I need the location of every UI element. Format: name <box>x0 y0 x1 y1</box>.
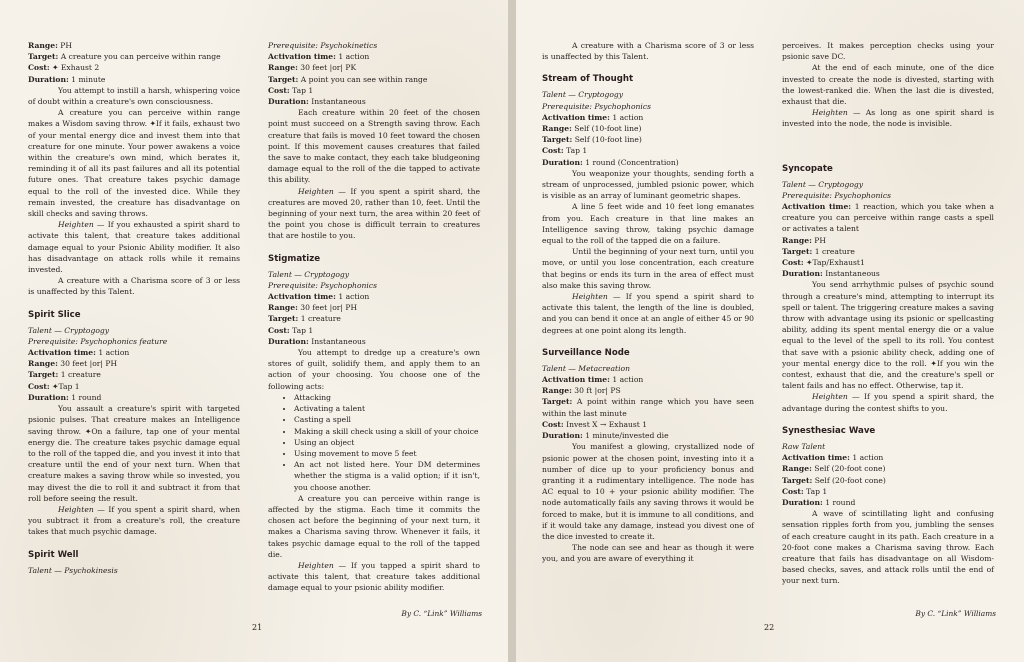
stat-line <box>268 51 480 62</box>
section-title-synesthesiac-wave: Synesthesiac Wave <box>782 425 876 436</box>
heighten-text: — If you exhausted a spirit shard to activate this talent, that creature takes additional damage equal to your Psionic Ability modifier. It also has disadvantage on attack rolls while it remains invested. <box>28 220 240 275</box>
stat-value: 1 minute <box>68 74 106 84</box>
stat-value: Tap 1 <box>803 486 828 496</box>
stat-value: Self (10-foot line) <box>571 124 642 134</box>
stat-label: Range: <box>268 303 298 313</box>
paragraph: A line 5 feet wide and 10 feet long emanates from you. Each creature in that line makes an Intelligence saving throw, taking psychic damage equal to the roll of the tapped die on a failure. <box>542 202 754 246</box>
stat-value: 1 action <box>609 375 644 385</box>
stat-value: 1 action <box>335 292 370 302</box>
stat-value: PH <box>57 41 73 50</box>
paragraph: You attempt to instill a harsh, whispering voice of doubt within a creature's own consciousness. <box>28 85 240 107</box>
paragraph: Each creature within 20 feet of the chosen point must succeed on a Strength saving throw. Each creature that fails is moved 10 feet toward the chosen point. If this movement causes creatures that failed the save to make contact, they each take bludgeoning damage equal to the roll of the die tapped to activate this ability. <box>268 108 480 185</box>
stat-value: ✦ Exhaust 2 <box>49 63 100 73</box>
list-item: • Activating a talent <box>294 403 480 414</box>
stat-line <box>28 369 240 380</box>
talent-line: Talent — Psychokinesis <box>28 565 118 575</box>
paragraph: You assault a creature's spirit with targeted psionic pulses. That creature makes an Intelligence saving throw. ✦On a failure, tap one of your mental energy die. The creature takes psychic damage equal to the roll of the tapped die, and you invest it into that creature until the end of your next turn. When that creature makes a saving throw while so invested, you may divest the die to roll it and subtract it from that roll before seeing the result. <box>28 404 240 503</box>
heighten-text: — If you spend a spirit shard to activate this talent, the length of the line is doubled, and you can bend it once at an angle of either 45 or 90 degrees at one point along its length. <box>542 292 754 335</box>
paragraph: Until the beginning of your next turn, until you move, or until you lose concentration, each creature that begins or ends its turn in the area of effect must also make this saving throw. <box>542 247 754 290</box>
heighten-label: Heighten <box>58 504 94 514</box>
stat-value: Self (20-foot cone) <box>811 464 886 474</box>
stat-label: Cost: <box>782 258 804 268</box>
stat-value: Tap 1 <box>289 325 314 335</box>
heighten-label: Heighten <box>58 220 94 230</box>
stat-value: 30 feet |or| PH <box>57 359 118 369</box>
left-column-1 <box>28 40 240 576</box>
stat-value: 1 round (Concentration) <box>582 157 679 167</box>
stat-line <box>28 347 240 358</box>
stat-label: Cost: <box>782 486 804 496</box>
paragraph: You send arrhythmic pulses of psychic sound through a creature's mind, attempting to interrupt its spell or talent. The triggering creature makes a saving throw with advantage using its psionic or spellcasting ability, adding its spent mental energy die or a value equal to the level of the spell to its roll. You contest that save with a psionic ability check, adding one of your mental energy dice to the roll. ✦If you win the contest, exhaust that die, and the creature's spell or talent fails and has no effect. Otherwise, tap it. <box>782 280 994 391</box>
stat-label: Target: <box>782 475 813 485</box>
stat-value: 30 feet |or| PH <box>297 303 358 313</box>
prereq-line: Prerequisite: Psychophonics feature <box>28 336 168 346</box>
heighten-text: — If you spent a spirit shard, the creatures are moved 20, rather than 10, feet. Until the beginning of your next turn, the area within 20 feet of the point you chose is difficult terrain to creatures that are hostile to you. <box>268 186 480 241</box>
stat-value: A point you can see within range <box>298 74 428 84</box>
stat-label: Target: <box>268 74 299 84</box>
heighten-label: Heighten <box>572 292 608 302</box>
stat-value: Instantaneous <box>308 97 366 107</box>
stat-line <box>782 486 994 497</box>
stat-label: Duration: <box>782 497 823 507</box>
heighten-label: Heighten <box>812 392 848 402</box>
stat-label: Range: <box>28 359 58 369</box>
stat-line <box>268 313 480 324</box>
stat-label: Range: <box>782 464 812 474</box>
heighten-paragraph <box>268 560 480 594</box>
section-title-syncopate: Syncopate <box>782 163 833 174</box>
stat-line <box>782 235 994 246</box>
stat-label: Duration: <box>782 269 823 279</box>
stat-line <box>542 123 754 134</box>
paragraph: A creature you can perceive within range is affected by the stigma. Each time it commits the chosen act before the beginning of your next turn, it makes a Charisma saving throw. Whenever it fails, it takes psychic damage equal to the roll of the tapped die. <box>268 493 480 559</box>
heighten-paragraph <box>28 504 240 538</box>
paragraph: A wave of scintillating light and confusing sensation ripples forth from you, jumbling the senses of each creature caught in its path. Each creature in a 20-foot cone makes a Charisma saving throw. Each creature that fails has disadvantage on all Wisdom-based checks, saves, and attack rolls until the end of your next turn. <box>782 509 994 586</box>
stat-line <box>268 336 480 347</box>
stat-label: Activation time: <box>542 112 610 122</box>
stat-line <box>542 374 754 385</box>
acts-list <box>268 392 480 493</box>
talent-line: Talent — Metacreation <box>542 363 630 373</box>
stat-value: Instantaneous <box>308 336 366 346</box>
stat-value: Instantaneous <box>822 269 880 279</box>
heighten-paragraph <box>542 291 754 336</box>
stat-value: 30 ft |or| PS <box>571 386 621 396</box>
stat-value: 1 action <box>95 348 130 358</box>
stat-value: Self (20-foot cone) <box>812 475 886 485</box>
stat-label: Activation time: <box>782 202 852 212</box>
stat-line <box>542 396 754 418</box>
stat-line <box>542 385 754 396</box>
stat-line <box>28 392 240 403</box>
paragraph: A creature with a Charisma score of 3 or less is unaffected by this Talent. <box>28 276 240 297</box>
section-title-spirit-well: Spirit Well <box>28 549 79 560</box>
stat-value: Self (10-foot line) <box>572 135 642 145</box>
stat-value: Tap 1 <box>289 85 314 95</box>
stat-line <box>542 430 754 441</box>
talent-line: Talent — Cryptogogy <box>28 325 110 335</box>
stat-line <box>782 257 994 268</box>
stat-label: Target: <box>28 52 59 62</box>
heighten-text: — As long as one spirit shard is invested into the node, the node is invisible. <box>782 108 994 129</box>
stat-label: Duration: <box>28 392 69 402</box>
stat-line <box>268 291 480 302</box>
stat-line <box>782 475 994 486</box>
stat-label: Cost: <box>542 146 564 156</box>
stat-line <box>542 145 754 156</box>
paragraph: You attempt to dredge up a creature's own stores of guilt, solidify them, and apply them to an action of your choosing. You choose one of the following acts: <box>268 348 480 391</box>
author-credit: By C. “Link” Williams <box>915 609 996 618</box>
stat-value: 30 feet |or| PK <box>297 63 357 73</box>
heighten-label: Heighten <box>812 108 848 118</box>
stat-value: 1 minute/invested die <box>582 431 669 441</box>
stat-value: 1 creature <box>812 246 855 256</box>
stat-line <box>782 452 994 463</box>
stat-value: 1 action <box>849 453 884 463</box>
page-number: 21 <box>252 623 263 632</box>
page-number: 22 <box>764 623 775 632</box>
stat-label: Range: <box>782 235 812 245</box>
stat-label: Range: <box>28 41 58 50</box>
stat-line <box>782 268 994 279</box>
stat-label: Target: <box>542 135 573 145</box>
stat-value: PH <box>811 235 827 245</box>
stat-line <box>268 302 480 313</box>
stat-label: Cost: <box>28 381 50 391</box>
section-title-stigmatize: Stigmatize <box>268 253 321 264</box>
stat-line <box>782 201 994 235</box>
stat-label: Duration: <box>542 157 583 167</box>
stat-label: Activation time: <box>28 348 96 358</box>
stat-label: Cost: <box>268 325 290 335</box>
stat-label: Duration: <box>268 336 309 346</box>
stat-label: Cost: <box>542 419 564 429</box>
stat-line <box>268 96 480 107</box>
talent-line: Talent — Cryptogogy <box>542 90 624 100</box>
stat-label: Target: <box>268 314 299 324</box>
stat-label: Cost: <box>28 63 50 73</box>
paragraph: perceives. It makes perception checks using your psionic save DC. <box>782 41 994 62</box>
stat-value: 1 round <box>68 392 102 402</box>
stat-line <box>268 74 480 85</box>
stat-value: 1 creature <box>58 370 101 380</box>
stat-line <box>268 85 480 96</box>
stat-label: Range: <box>542 386 572 396</box>
paragraph: You manifest a glowing, crystallized node of psionic power at the chosen point, investing into it a number of dice up to your proficiency bonus and granting it a rudimentary intelligence. The node has AC equal to 10 + your psionic ability modifier. The node automatically fails any saving throws it would be forced to make, but it is immune to all conditions, and if it would take any damage, instead you divest one of the dice invested to create it. <box>542 442 754 541</box>
section-title-surveillance-node: Surveillance Node <box>542 347 630 358</box>
stat-label: Activation time: <box>268 52 336 62</box>
stat-label: Target: <box>782 246 813 256</box>
stat-line <box>28 358 240 369</box>
stat-value: Invest X → Exhaust 1 <box>563 419 648 429</box>
list-item: • Casting a spell <box>294 414 480 425</box>
right-column-1 <box>542 40 754 565</box>
paragraph: The node can see and hear as though it were you, and you are aware of everything it <box>542 543 754 564</box>
stat-line <box>782 246 994 257</box>
heighten-paragraph <box>782 391 994 413</box>
heighten-paragraph <box>268 186 480 242</box>
talent-line: Talent — Cryptogogy <box>268 269 350 279</box>
list-item: • Using an object <box>294 437 480 448</box>
stat-label: Duration: <box>28 74 69 84</box>
talent-line: Raw Talent <box>782 441 826 451</box>
stat-line <box>782 497 994 508</box>
paragraph: You weaponize your thoughts, sending forth a stream of unprocessed, jumbled psionic power, which is visible as an array of luminant geometric shapes. <box>542 168 754 201</box>
stat-line <box>28 51 240 62</box>
spacer <box>782 130 994 141</box>
stat-label: Activation time: <box>268 292 336 302</box>
author-credit: By C. “Link” Williams <box>401 609 482 618</box>
stat-line <box>28 40 240 51</box>
prereq-line: Prerequisite: Psychophonics <box>782 190 891 200</box>
stat-line <box>268 325 480 336</box>
list-item: • Using movement to move 5 feet <box>294 448 480 459</box>
stat-label: Activation time: <box>542 375 610 385</box>
stat-label: Target: <box>542 397 573 407</box>
stat-value: 1 creature <box>298 314 341 324</box>
heighten-text: — If you tapped a spirit shard to activate this talent, that creature takes additional damage equal to your psionic ability modifier. <box>268 560 480 593</box>
prereq-line: Prerequisite: Psychophonics <box>268 280 377 290</box>
stat-value: 1 action <box>335 52 370 62</box>
stat-line <box>268 62 480 73</box>
stat-value: 1 reaction, which you take when a creature you can perceive within range casts a spell or activates a talent <box>782 202 994 234</box>
heighten-label: Heighten <box>298 186 334 196</box>
stat-label: Duration: <box>268 97 309 107</box>
section-title-stream-of-thought: Stream of Thought <box>542 74 634 85</box>
stat-line <box>28 62 240 73</box>
stat-value: 1 round <box>822 497 856 507</box>
left-page <box>0 0 508 662</box>
stat-line <box>542 157 754 168</box>
heighten-text: — If you spend a spirit shard, the advantage during the contest shifts to you. <box>782 392 994 413</box>
stat-label: Activation time: <box>782 453 850 463</box>
right-column-2 <box>782 40 994 587</box>
paragraph: At the end of each minute, one of the dice invested to create the node is divested, starting with the lowest-ranked die. When the last die is divested, exhaust that die. <box>782 63 994 107</box>
paragraph: A creature you can perceive within range makes a Wisdom saving throw. ✦If it fails, exhaust two of your mental energy dice and invest them into that creature for one minute. Your power awakens a voice within the creature's own mind, which berates it, reminding it of all its past failures and all its potential future ones. That creature takes psychic damage equal to the roll of the invested dice. While they remain invested, the creature has disadvantage on skill checks and saving throws. <box>28 108 240 219</box>
stat-label: Target: <box>28 370 59 380</box>
paragraph: A creature with a Charisma score of 3 or less is unaffected by this Talent. <box>542 41 754 62</box>
heighten-text: — If you spent a spirit shard, when you subtract it from a creature's roll, the creature takes that much psychic damage. <box>28 504 240 537</box>
stat-line <box>542 419 754 430</box>
section-title-spirit-slice: Spirit Slice <box>28 309 81 320</box>
heighten-label: Heighten <box>298 560 334 570</box>
list-item: • Attacking <box>294 392 480 403</box>
prereq-line: Prerequisite: Psychokinetics <box>268 41 378 50</box>
stat-line <box>542 112 754 123</box>
stat-label: Cost: <box>268 85 290 95</box>
stat-value: A point within range which you have seen within the last minute <box>542 397 754 418</box>
stat-line <box>782 463 994 474</box>
heighten-paragraph <box>28 219 240 275</box>
stat-value: A creature you can perceive within range <box>58 52 221 62</box>
stat-label: Range: <box>268 63 298 73</box>
stat-value: 1 action <box>609 112 644 122</box>
stat-line <box>28 74 240 85</box>
list-item: • An act not listed here. Your DM determines whether the stigma is a valid option; if it isn't, you choose another. <box>294 459 480 493</box>
stat-label: Range: <box>542 124 572 134</box>
talent-line: Talent — Cryptogogy <box>782 179 864 189</box>
stat-value: ✦Tap/Exhaust1 <box>803 258 865 268</box>
stat-line <box>542 134 754 145</box>
list-item: • Making a skill check using a skill of your choice <box>294 426 480 437</box>
heighten-paragraph <box>782 107 994 129</box>
left-column-2 <box>268 40 480 594</box>
stat-value: Tap 1 <box>563 146 588 156</box>
spacer <box>782 141 994 152</box>
book-gutter <box>508 0 516 662</box>
stat-line <box>28 381 240 392</box>
prereq-line: Prerequisite: Psychophonics <box>542 101 651 111</box>
right-page <box>516 0 1024 662</box>
stat-label: Duration: <box>542 431 583 441</box>
stat-value: ✦Tap 1 <box>49 381 80 391</box>
